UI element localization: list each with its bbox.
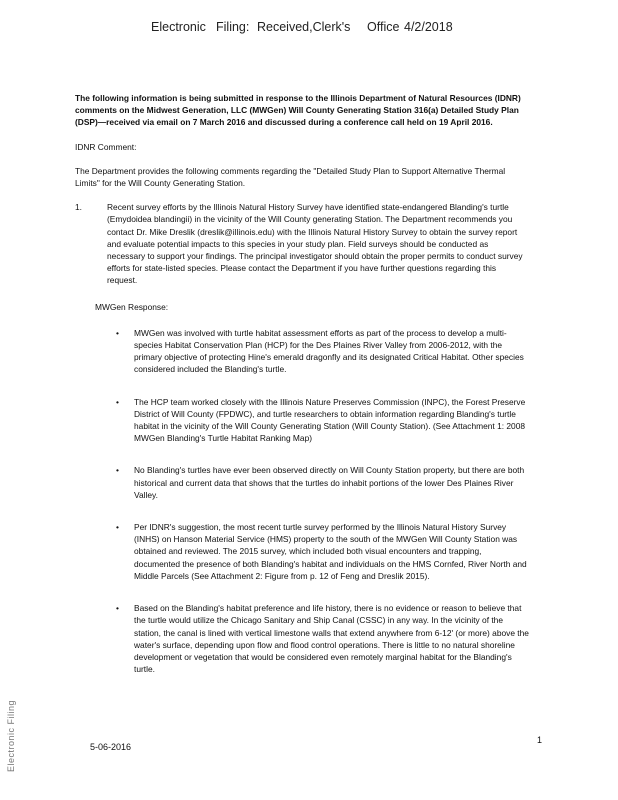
header-date: 4/2/2018 (404, 20, 453, 34)
response-bullet (116, 327, 529, 376)
header-word-filing: Filing: (216, 20, 250, 34)
page-number: 1 (537, 735, 543, 745)
bullet-text: Based on the Blanding's habitat preference and life history, there is no evidence or reason to believe that the turtle would utilize the Chicago Sanitary and Ship Canal (CSSC) in any way. In the vicinity of the station, the canal is lined with vertical limestone walls that extend anywhere from 6-12' (or more) above the water's surface, depending upon flow and flood control operations. There is little to no natural shoreline development or vegetation that would be considered even remotely marginal habitat for the Blanding's turtle. (134, 603, 529, 675)
bullet-text: The HCP team worked closely with the Illinois Nature Preserves Commission (INPC), the Forest Preserve District of Will County (FPDWC), and turtle researchers to obtain information regarding Blanding's turtle habitat in the vicinity of the Will County Generating Station (Will County Station). (See Attachment 1: 2008 MWGen Blanding's Turtle Habitat Ranking Map) (134, 396, 526, 444)
response-heading: MWGen Response: (95, 301, 169, 312)
comment-item-text: Recent survey efforts by the Illinois Natural History Survey have identified state-endangered Blanding's turtle (Emydoidea blandingii) in the vicinity of the Will County generating Station. The Department recommends you contact Dr. Mike Dreslik (dreslik@illinois.edu) with the Illinois Natural History Survey to obtain the survey report and evaluate potential impacts to this species in your study plan. Field surveys should be conducted as necessary to support your findings. The principal investigator should obtain the proper permits to conduct survey efforts for state-listed species. Please contact the Department if you have further questions regarding this request. (107, 202, 523, 286)
comment-heading: IDNR Comment: (75, 141, 137, 152)
bullet-dot-icon: • (116, 465, 119, 476)
bullet-dot-icon: • (116, 522, 119, 533)
response-bullet (116, 396, 529, 445)
bullet-text: No Blanding's turtles have ever been observed directly on Will County Station property, but there are both historical and current data that shows that the turtles do inhabit portions of the lower Des Plaines River Valley. (134, 465, 525, 500)
bullet-text: Per IDNR's suggestion, the most recent turtle survey performed by the Illinois Natural History Survey (INHS) on Hanson Material Service (HMS) property to the south of the MWGen Will County Station was obtained and reviewed. The 2015 survey, which included both visual encounters and trapping, documented the presence of both Blanding's habitat and individuals on the HMS Cornfed, River North and Middle Parcels (See Attachment 2: Figure from p. 12 of Feng and Dreslik 2015). (134, 522, 527, 581)
bullet-dot-icon: • (116, 603, 119, 614)
intro-paragraph: The following information is being submitted in response to the Illinois Department of Natural Resources (IDNR) comments on the Midwest Generation, LLC (MWGen) Will County Generating Station 316(a) Detailed Study Plan (DSP)—received via email on 7 March 2016 and discussed during a conference call held on 19 April 2016. (75, 93, 521, 128)
filing-header (0, 20, 618, 38)
response-bullet (116, 464, 529, 501)
comment-intro: The Department provides the following comments regarding the "Detailed Study Plan to Support Alternative Thermal Limits" for the Will County Generating Station. (75, 165, 506, 189)
bullet-dot-icon: • (116, 396, 119, 407)
comment-item-number: 1. (75, 202, 82, 213)
bullet-dot-icon: • (116, 327, 119, 338)
response-bullet (116, 521, 529, 582)
response-bullet-list (75, 327, 529, 675)
header-word-received: Received,Clerk's (257, 20, 351, 34)
footer-date: 5-06-2016 (90, 742, 132, 752)
header-word-electronic: Electronic (151, 20, 206, 34)
document-body (75, 92, 529, 695)
comment-item-1 (75, 201, 525, 286)
bullet-text: MWGen was involved with turtle habitat assessment efforts as part of the process to develop a multi-species Habitat Conservation Plan (HCP) for the Des Plaines River Valley from 2006-2012, with the primary objective of protecting Hine's emerald dragonfly and its designated Critical Habitat. Other species considered included the Blanding's turtle. (134, 327, 524, 375)
header-word-office: Office (367, 20, 400, 34)
margin-filing-mark: Electronic Filing (6, 700, 16, 773)
response-bullet (116, 602, 529, 675)
